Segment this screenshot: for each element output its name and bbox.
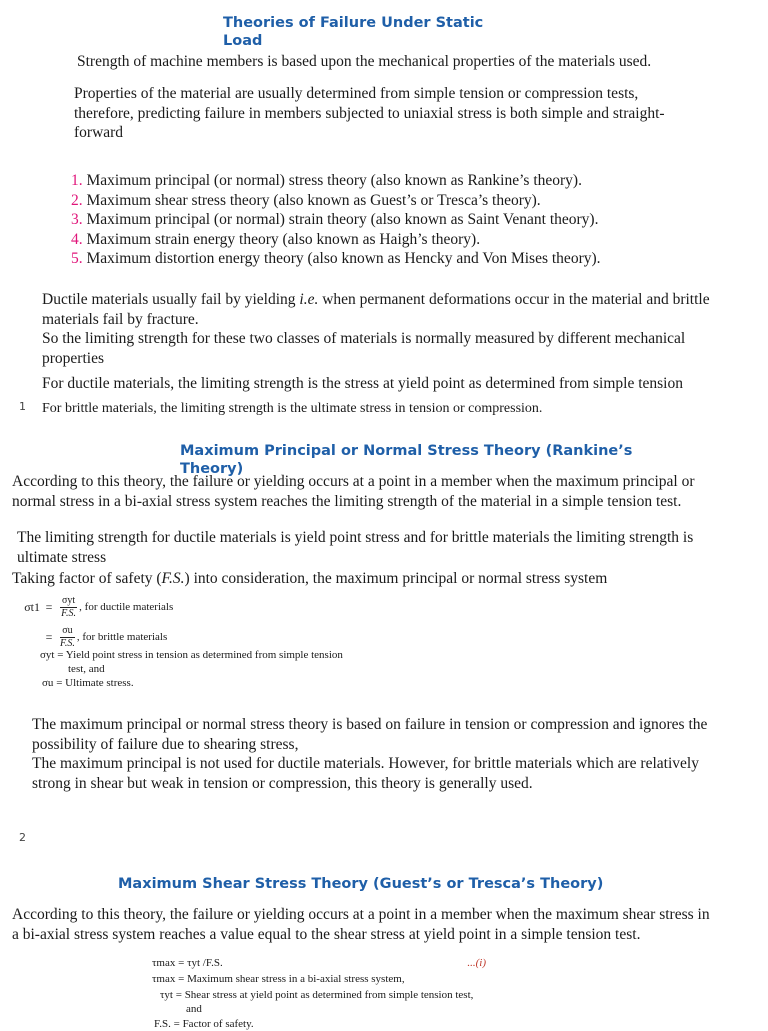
list-item (71, 210, 601, 230)
text-span: F.S. (161, 570, 185, 587)
symbol-definition (40, 648, 343, 676)
list-number: 5. (71, 250, 83, 267)
definition-text: = Ultimate stress. (56, 677, 134, 689)
text-line: Properties of the material are usually determined from simple tension or compression tests, (74, 85, 639, 102)
text-line: therefore, predicting failure in members subjected to uniaxial stress is both simple and straight- (74, 104, 665, 122)
definition-text: = Maximum shear stress in a bi-axial stress system, (178, 973, 405, 985)
list-item (71, 191, 601, 211)
symbol: F.S. (154, 1018, 171, 1030)
equation-row (4, 592, 173, 622)
page-title (223, 14, 483, 50)
symbol-definition (42, 676, 134, 690)
list-text: Maximum strain energy theory (also known as Haigh’s theory). (86, 230, 481, 248)
definition-text: and (186, 1003, 202, 1015)
symbol-definition (152, 972, 405, 986)
text-span: ) into consideration, the maximum principal or normal stress system (184, 570, 608, 587)
text-line: The maximum principal or normal stress theory is based on failure in tension or compression and ignores the (32, 716, 708, 733)
text-line: a bi-axial stress system reaches a value equal to the shear stress at yield point in a simple tension test. (12, 925, 641, 943)
heading-line: Theory) (180, 461, 244, 477)
brittle-limit-text: For brittle materials, the limiting strength is the ultimate stress in tension or compression. (42, 401, 543, 416)
text-line: strong in shear but weak in tension or compression, this theory is generally used. (32, 774, 533, 792)
text-line (42, 290, 742, 310)
text-line: forward (74, 124, 124, 141)
text-line: possibility of failure due to shearing stress, (32, 735, 299, 753)
definition-text: = Factor of safety. (173, 1018, 254, 1030)
list-text: Maximum shear stress theory (also known as Guest’s or Tresca’s theory). (86, 191, 541, 209)
tresca-paragraph (12, 905, 752, 944)
equation-rhs: = τyt /F.S. (178, 957, 223, 969)
symbol: τmax (152, 957, 176, 969)
properties-paragraph (74, 84, 734, 143)
page-number: 1 (19, 400, 26, 413)
denominator: F.S. (61, 607, 76, 619)
text-line: According to this theory, the failure or yielding occurs at a point in a member when the maximum principal or (12, 473, 695, 490)
definition-text: = Shear stress at yield point as determined from simple tension test, (175, 989, 474, 1001)
tresca-equation (152, 956, 492, 970)
list-number: 2. (71, 191, 83, 209)
list-item (71, 249, 601, 269)
list-text: Maximum distortion energy theory (also known as Hencky and Von Mises theory). (86, 250, 601, 267)
equals-sign: = (45, 629, 53, 644)
symbol: σyt (40, 649, 55, 661)
list-text: Maximum principal (or normal) strain theory (also known as Saint Venant theory). (86, 211, 599, 228)
text-span: Ductile materials usually fail by yielding (42, 291, 300, 308)
symbol: τmax (152, 973, 176, 985)
shear-note-paragraph (32, 715, 752, 793)
text-span: Taking factor of safety ( (12, 570, 162, 587)
list-number: 3. (71, 211, 83, 228)
numerator: σu (60, 625, 75, 638)
text-line: materials fail by fracture. (42, 310, 199, 328)
symbol: σu (42, 677, 54, 689)
fos-paragraph (12, 569, 607, 589)
text-span: i.e. (299, 291, 319, 308)
rankine-paragraph (12, 472, 752, 511)
definition-text: = Yield point stress in tension as determined from simple tension (57, 649, 343, 661)
fraction (60, 595, 77, 620)
symbol-definition (160, 988, 473, 1016)
text-line: So the limiting strength for these two classes of materials is normally measured by different mechanical (42, 330, 686, 347)
theories-list (71, 171, 601, 269)
ductile-limit-text: For ductile materials, the limiting strength is the stress at yield point as determined from simple tension (42, 375, 683, 392)
title-line: Theories of Failure Under Static (223, 15, 484, 31)
list-item (71, 230, 601, 250)
denominator: F.S. (60, 637, 75, 649)
heading-line: Maximum Principal or Normal Stress Theory (Rankine’s (180, 443, 633, 459)
symbol-definition (154, 1017, 254, 1031)
ductile-paragraph (42, 290, 742, 368)
list-number: 1. (71, 172, 83, 189)
text-line: The limiting strength for ductile materials is yield point stress and for brittle materials the limiting strength is (17, 529, 694, 546)
fraction (60, 625, 75, 650)
text-line: The maximum principal is not used for ductile materials. However, for brittle materials which are relatively (32, 755, 699, 772)
text-line: According to this theory, the failure or yielding occurs at a point in a member when the maximum shear stress in (12, 906, 710, 923)
list-text: Maximum principal (or normal) stress theory (also known as Rankine’s theory). (86, 172, 582, 189)
equation-tag: ...(i) (467, 957, 486, 969)
equation-lhs: σt1 (24, 599, 40, 614)
numerator: σyt (62, 594, 76, 606)
definition-text: test, and (68, 663, 105, 675)
text-line: normal stress in a bi-axial stress system reaches the limiting strength of the material in a simple tension test. (12, 492, 682, 510)
list-number: 4. (71, 230, 83, 248)
text-span: when permanent deformations occur in the material and brittle (318, 291, 710, 308)
title-line: Load (223, 33, 263, 49)
equation-block (4, 592, 173, 652)
equation-note: , for ductile materials (79, 601, 174, 613)
page-number: 2 (19, 831, 26, 844)
equals-sign: = (45, 599, 53, 614)
equation-note: , for brittle materials (76, 631, 168, 643)
section-heading: Maximum Shear Stress Theory (Guest’s or Tresca’s Theory) (118, 876, 604, 892)
limiting-paragraph (17, 528, 747, 567)
text-line: ultimate stress (17, 548, 107, 566)
symbol: τyt (160, 989, 173, 1001)
list-item (71, 171, 601, 191)
intro-paragraph: Strength of machine members is based upon the mechanical properties of the materials used. (77, 53, 652, 70)
text-line: properties (42, 349, 104, 367)
